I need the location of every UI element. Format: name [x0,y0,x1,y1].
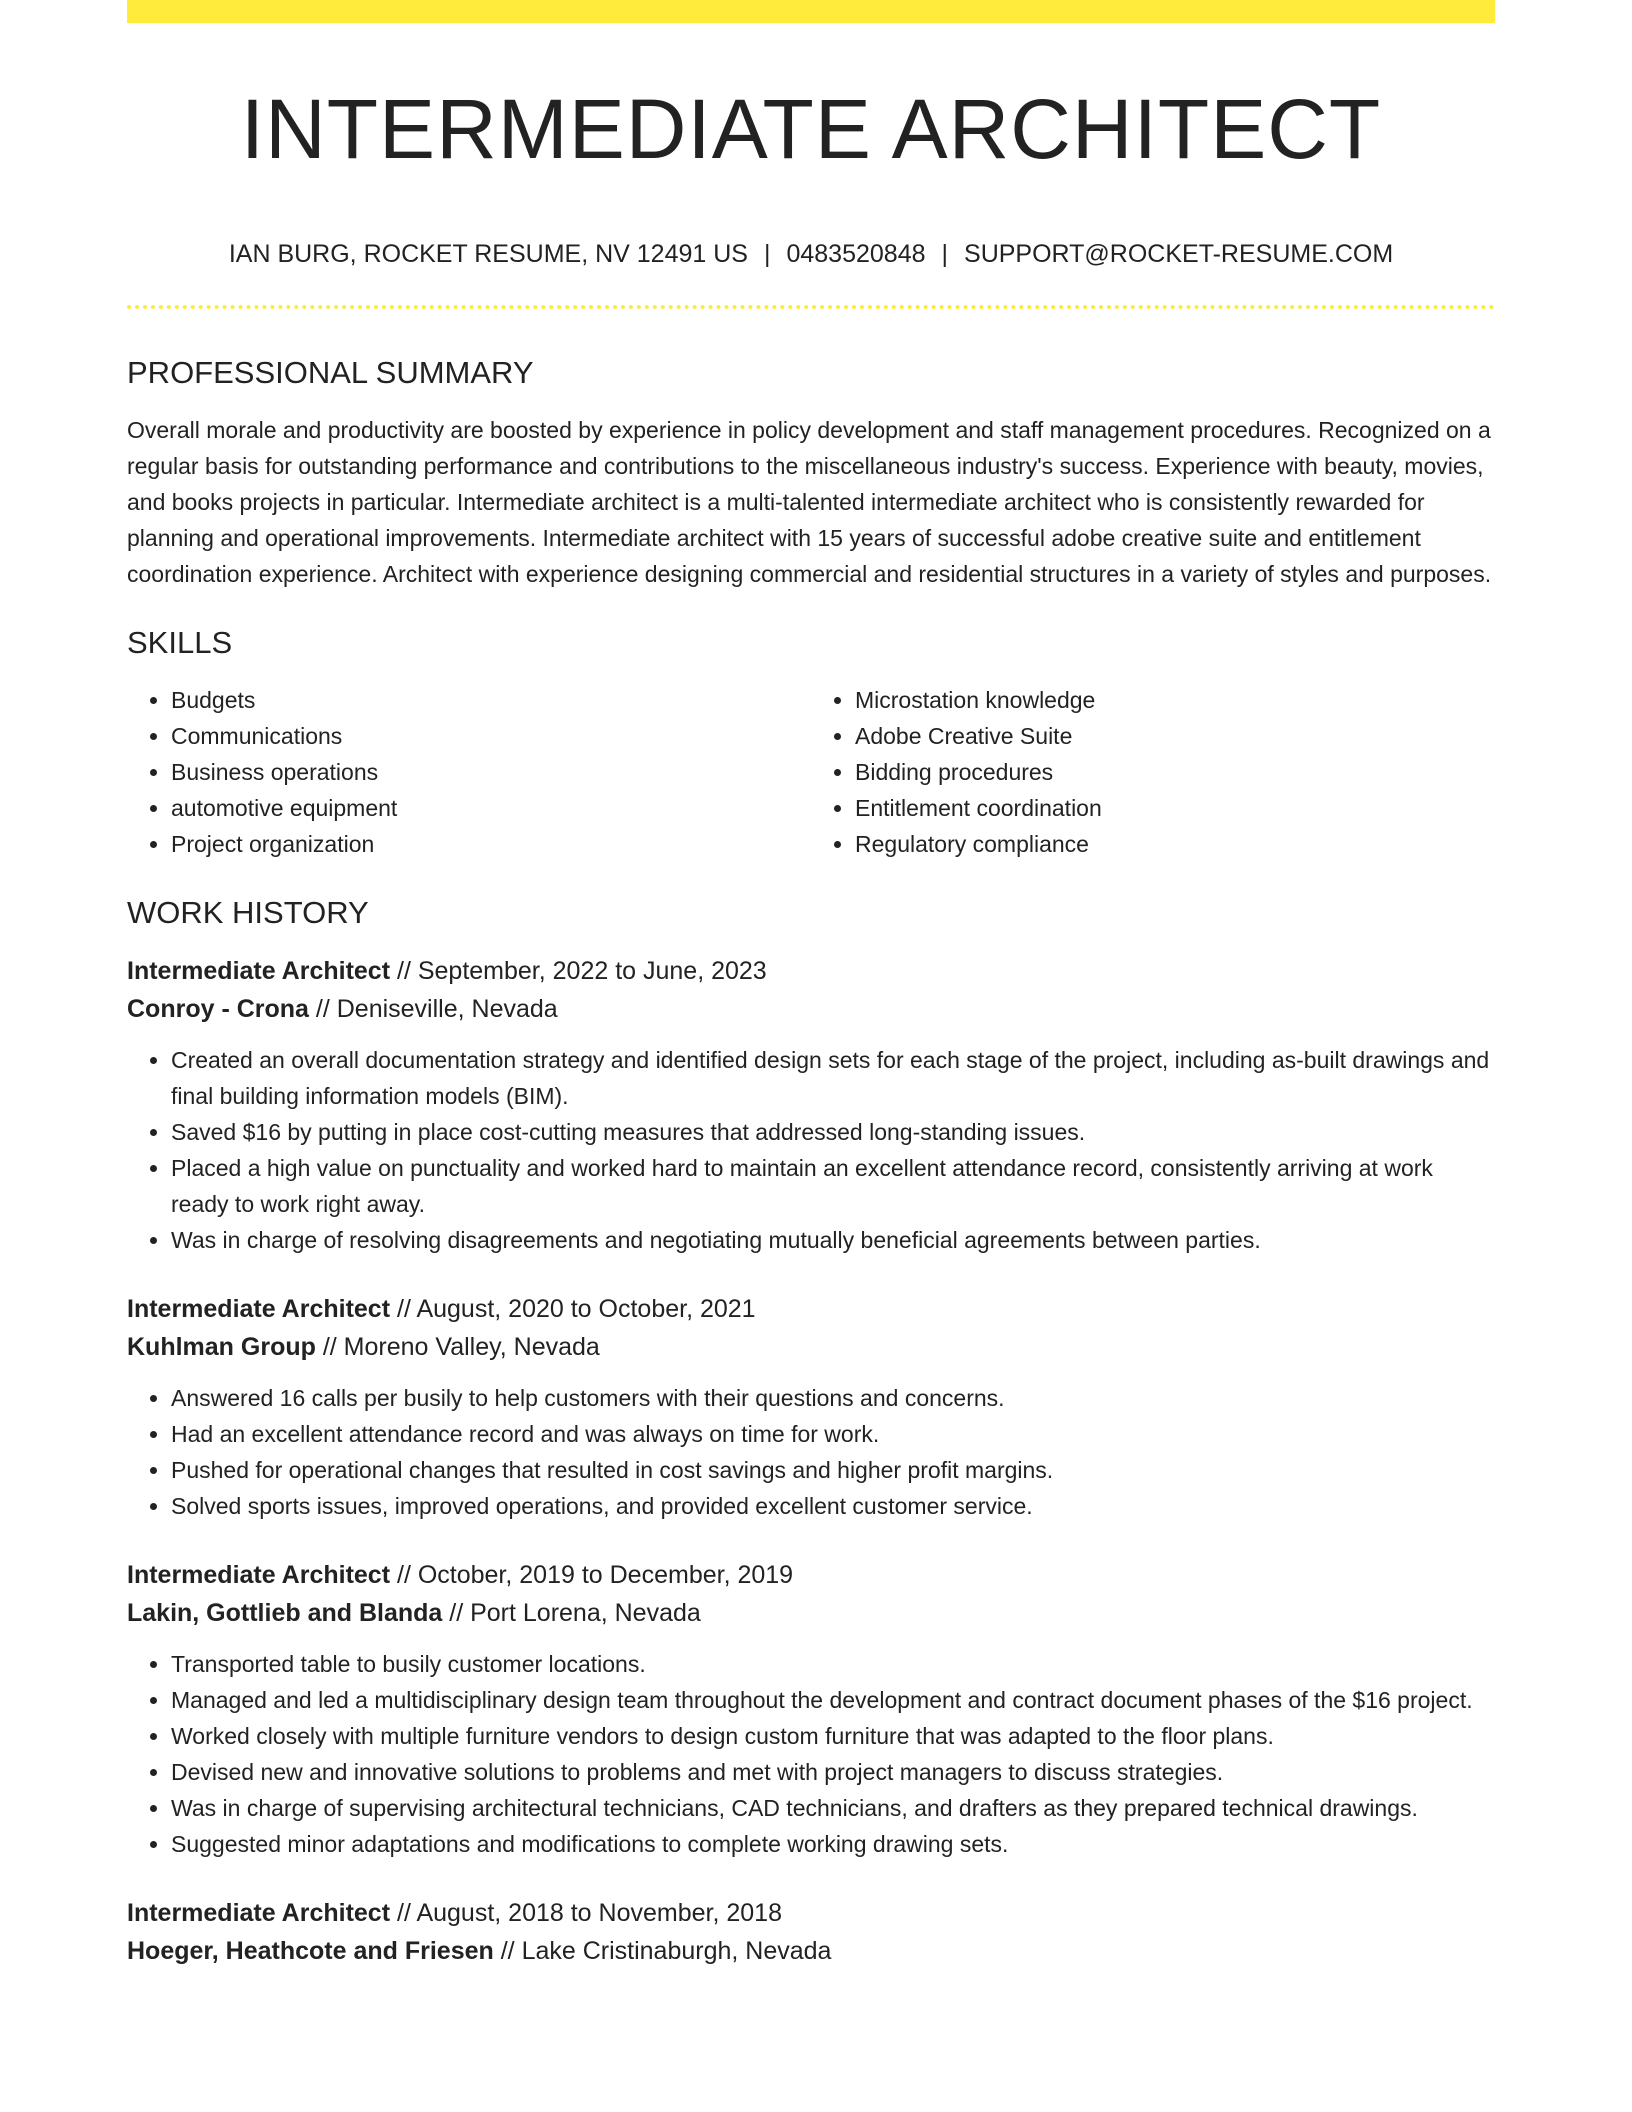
work-history-heading: WORK HISTORY [127,895,369,930]
job-title: Intermediate Architect [127,1561,391,1589]
contact-address: IAN BURG, ROCKET RESUME, NV 12491 US [228,240,748,268]
job-title: Intermediate Architect [127,957,391,985]
accent-bar [127,0,1495,23]
skill-item: • Communications [171,718,811,754]
job-bullet: • Pushed for operational changes that resulted in cost savings and higher profit margins. [171,1452,1495,1488]
job-bullet: • Suggested minor adaptations and modifications to complete working drawing sets. [171,1826,1495,1862]
skills-list-right [811,682,1495,862]
skills-columns [127,682,1495,862]
resume-content [127,348,1495,1970]
skills-column-left [127,682,811,862]
skills-column-right [811,682,1495,862]
job-location: // Deniseville, Nevada [308,995,558,1023]
summary-text: Overall morale and productivity are boosted by experience in policy development and staff management procedures. Recognized on a regular basis for outstanding performance and contributions to the miscellaneous industry's success. Experience with beauty, movies, and books projects in particular. Intermediate architect is a multi-talented intermediate architect who is consistently rewarded for planning and operational improvements. Intermediate architect with 15 years of successful adobe creative suite and entitlement coordination experience. Architect with experience designing commercial and residential structures in a variety of styles and purposes. [127,417,1492,587]
skills-heading: SKILLS [127,625,233,660]
job-bullet: • Created an overall documentation strategy and identified design sets for each stage of the project, including as-built drawings and final building information models (BIM). [171,1042,1495,1114]
job-bullet: • Was in charge of resolving disagreements and negotiating mutually beneficial agreements between parties. [171,1222,1495,1258]
job-bullet: • Devised new and innovative solutions to problems and met with project managers to discuss strategies. [171,1754,1495,1790]
skill-item: • Entitlement coordination [855,790,1495,826]
contact-line [127,236,1495,272]
job-bullet: • Saved $16 by putting in place cost-cutting measures that addressed long-standing issues. [171,1114,1495,1150]
job-bullet: • Answered 16 calls per busily to help customers with their questions and concerns. [171,1380,1495,1416]
job-title-line [127,1290,1495,1328]
job-dates: // September, 2022 to June, 2023 [390,957,767,985]
job-company: Lakin, Gottlieb and Blanda [127,1599,443,1627]
job-bullet: • Transported table to busily customer locations. [171,1646,1495,1682]
work-history-section [127,888,1495,1970]
job-bullet: • Was in charge of supervising architectural technicians, CAD technicians, and drafters as they prepared technical drawings. [171,1790,1495,1826]
skill-item: • Microstation knowledge [855,682,1495,718]
resume-title: INTERMEDIATE ARCHITECT [240,82,1382,176]
job-entry [127,1894,1495,1970]
summary-heading: PROFESSIONAL SUMMARY [127,355,534,390]
job-bullets [127,1380,1495,1524]
skill-item: • Bidding procedures [855,754,1495,790]
skill-item: • Budgets [171,682,811,718]
job-bullet: • Managed and led a multidisciplinary design team throughout the development and contract document phases of the $16 project. [171,1682,1495,1718]
job-title-line [127,1556,1495,1594]
job-title-line [127,1894,1495,1932]
job-entry [127,1290,1495,1524]
job-bullet: • Placed a high value on punctuality and worked hard to maintain an excellent attendance record, consistently arriving at work ready to work right away. [171,1150,1495,1222]
job-bullet: • Worked closely with multiple furniture vendors to design custom furniture that was adapted to the floor plans. [171,1718,1495,1754]
job-location: // Moreno Valley, Nevada [315,1333,600,1361]
job-bullet: • Had an excellent attendance record and was always on time for work. [171,1416,1495,1452]
skills-section [127,618,1495,862]
job-bullets [127,1646,1495,1862]
job-entry [127,1556,1495,1862]
job-company-line [127,1932,1495,1970]
skill-item: • Regulatory compliance [855,826,1495,862]
job-dates: // August, 2020 to October, 2021 [390,1295,756,1323]
skill-item: • Business operations [171,754,811,790]
job-company-line [127,1594,1495,1632]
contact-phone: 0483520848 [786,240,926,268]
job-company: Kuhlman Group [127,1333,316,1361]
job-bullet: • Solved sports issues, improved operations, and provided excellent customer service. [171,1488,1495,1524]
job-location: // Port Lorena, Nevada [442,1599,701,1627]
contact-email: SUPPORT@ROCKET-RESUME.COM [964,240,1394,268]
job-dates: // August, 2018 to November, 2018 [390,1899,782,1927]
job-bullets [127,1042,1495,1258]
job-company: Conroy - Crona [127,995,309,1023]
summary-section [127,348,1495,592]
job-entry [127,952,1495,1258]
job-company-line [127,990,1495,1028]
contact-separator: | [763,240,771,268]
contact-separator: | [941,240,949,268]
job-title-line [127,952,1495,990]
job-company-line [127,1328,1495,1366]
dotted-divider [127,305,1495,309]
skills-list-left [127,682,811,862]
job-title: Intermediate Architect [127,1295,391,1323]
job-company: Hoeger, Heathcote and Friesen [127,1937,494,1965]
skill-item: • automotive equipment [171,790,811,826]
skill-item: • Project organization [171,826,811,862]
job-location: // Lake Cristinaburgh, Nevada [493,1937,832,1965]
job-title: Intermediate Architect [127,1899,391,1927]
job-dates: // October, 2019 to December, 2019 [390,1561,794,1589]
skill-item: • Adobe Creative Suite [855,718,1495,754]
